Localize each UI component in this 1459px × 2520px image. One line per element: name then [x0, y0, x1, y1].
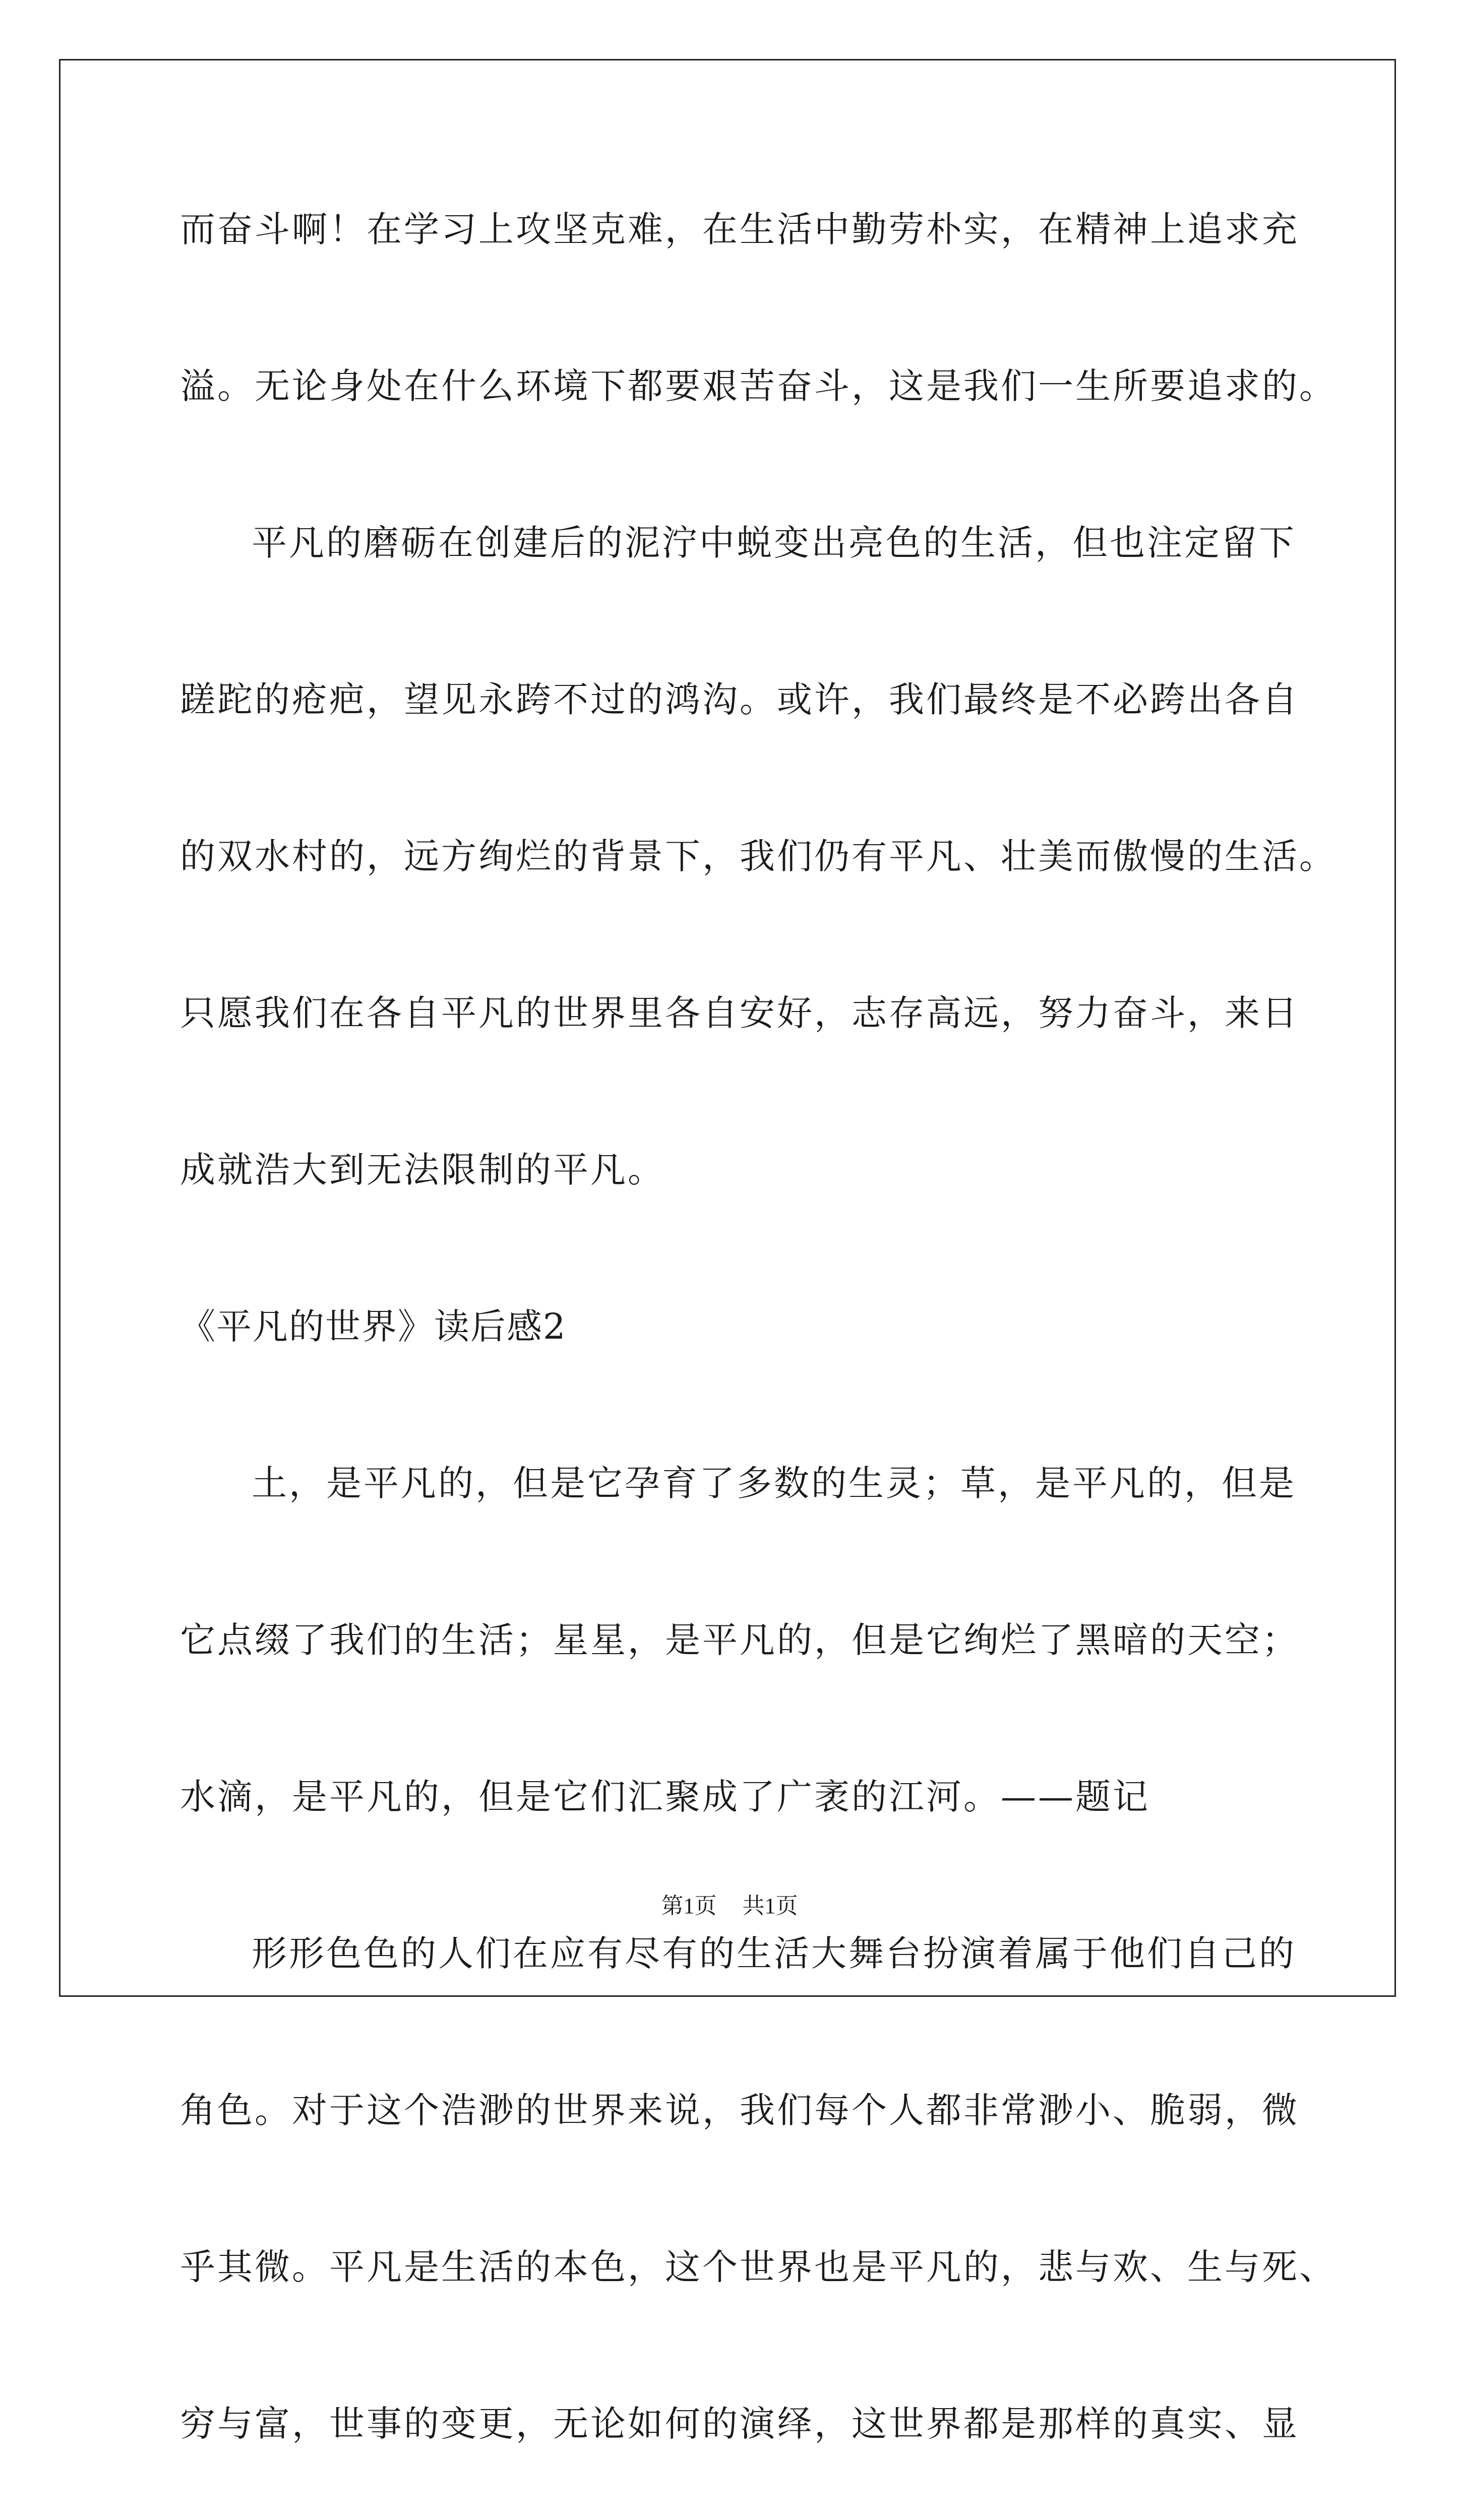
- total-pages-label: 共1页: [742, 1894, 798, 1918]
- body-line: 只愿我们在各自平凡的世界里各自安好，志存高远，努力奋斗，来日: [180, 992, 1299, 1034]
- document-body: [180, 192, 1336, 2520]
- body-line: 角色。对于这个浩渺的世界来说，我们每个人都非常渺小、脆弱，微: [180, 2090, 1299, 2131]
- body-line: 乎其微。平凡是生活的本色，这个世界也是平凡的，悲与欢、生与死、: [180, 2246, 1336, 2288]
- body-line: 它点缀了我们的生活；星星，是平凡的，但是它绚烂了黑暗的天空；: [180, 1619, 1299, 1661]
- page-footer: [0, 1887, 1459, 1920]
- current-page-label: 第1页: [661, 1894, 717, 1918]
- body-line: 穷与富，世事的变更，无论如何的演绎，这世界都是那样的真实、显: [180, 2403, 1299, 2444]
- body-line: 而奋斗啊！在学习上攻坚克难，在生活中勤劳朴实，在精神上追求充: [180, 209, 1299, 250]
- body-line: 蹉跎的疮疤，望见永跨不过的鸿沟。或许，我们最终是不必跨出各自: [180, 679, 1299, 720]
- paragraph-start-line: 形形色色的人们在应有尽有的生活大舞台扮演着属于他们自己的: [252, 1933, 1296, 1974]
- body-line: 水滴，是平凡的，但是它们汇聚成了广袤的江河。——题记: [180, 1776, 1150, 1817]
- paragraph-start-line: 平凡的磨砺在创建后的泥泞中蜕变出亮色的生活，但也注定留下: [252, 522, 1296, 563]
- body-line: 溢。无论身处在什么环境下都要艰苦奋斗，这是我们一生所要追求的。: [180, 365, 1336, 407]
- section-heading: 《平凡的世界》读后感2: [180, 1306, 567, 1347]
- body-line: 的双水村的，远方绚烂的背景下，我们仍有平凡、壮美而傲慢的生活。: [180, 836, 1336, 877]
- body-line: 成就浩大到无法限制的平凡。: [180, 1149, 665, 1190]
- paragraph-start-line: 土，是平凡的，但是它孕育了多数的生灵；草，是平凡的，但是: [252, 1463, 1296, 1504]
